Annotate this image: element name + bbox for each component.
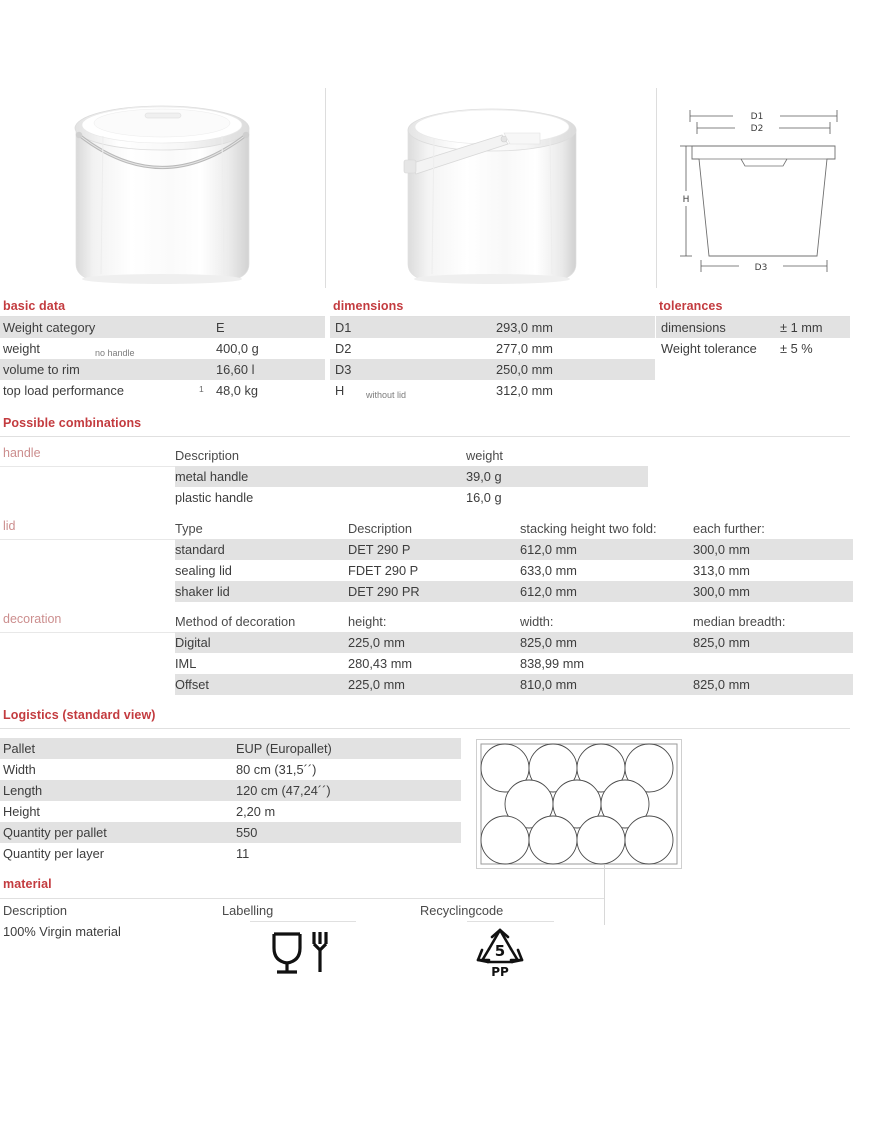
table-header-row [0, 900, 605, 921]
basic-data-label-2: volume to rim [3, 362, 80, 377]
table-row [175, 632, 853, 653]
decoration-row-2-median: 825,0 mm [693, 677, 750, 692]
table-row [656, 317, 850, 338]
decoration-row-0-method: Digital [175, 635, 211, 650]
logistics-label-1: Width [3, 762, 36, 777]
handle-row-1-description: plastic handle [175, 490, 254, 505]
section-heading-logistics: Logistics (standard view) [3, 708, 156, 722]
section-heading-material: material [3, 877, 52, 891]
table-row [175, 539, 853, 560]
material-description-value: 100% Virgin material [3, 924, 121, 939]
logistics-value-0: EUP (Europallet) [236, 741, 332, 756]
dimension-label-1: D2 [335, 341, 352, 356]
lid-row-2-each-further: 300,0 mm [693, 584, 750, 599]
lid-row-1-type: sealing lid [175, 563, 232, 578]
dimension-value-0: 293,0 mm [496, 320, 553, 335]
table-row [0, 338, 325, 359]
basic-data-label-0: Weight category [3, 320, 96, 335]
food-safe-glass-fork-icon [270, 928, 338, 976]
dimension-label-3: H [335, 383, 345, 398]
handle-row-1-weight: 16,0 g [466, 490, 502, 505]
basic-data-value-3: 48,0 kg [216, 383, 258, 398]
material-header-recyclingcode: Recyclingcode [420, 903, 504, 918]
table-row [330, 338, 655, 359]
dimension-label-2: D3 [335, 362, 352, 377]
table-row [0, 738, 461, 759]
decoration-row-1-height: 280,43 mm [348, 656, 413, 671]
lid-header-type: Type [175, 521, 203, 536]
decoration-header-method: Method of decoration [175, 614, 296, 629]
lid-row-1-each-further: 313,0 mm [693, 563, 750, 578]
tolerance-value-1: ± 5 % [780, 341, 813, 356]
tolerances-table [656, 317, 850, 359]
table-row [0, 359, 325, 380]
basic-data-label-3: top load performance [3, 383, 124, 398]
table-row [0, 843, 461, 864]
lid-table [175, 518, 853, 602]
dimension-label-d1: D1 [750, 112, 764, 122]
handle-table [175, 445, 648, 508]
handle-header-description: Description [175, 448, 240, 463]
table-row [330, 380, 655, 401]
dimension-note-3: without lid [366, 390, 407, 400]
table-row [330, 317, 655, 338]
decoration-row-2-height: 225,0 mm [348, 677, 405, 692]
table-row [0, 759, 461, 780]
bucket-technical-drawing [656, 88, 870, 288]
logistics-label-0: Pallet [3, 741, 36, 756]
recycling-number-label: 5 [494, 942, 506, 960]
dimension-label-h: H [682, 195, 690, 205]
decoration-header-median-breadth: median breadth: [693, 614, 786, 629]
material-header-description: Description [3, 903, 68, 918]
logistics-table [0, 738, 461, 864]
tolerance-label-0: dimensions [661, 320, 726, 335]
tolerance-value-0: ± 1 mm [780, 320, 823, 335]
bucket-with-plastic-handle-photo [325, 88, 656, 288]
section-heading-tolerances: tolerances [659, 299, 723, 313]
logistics-value-3: 2,20 m [236, 804, 276, 819]
divider-possible-combinations [0, 436, 850, 437]
bucket-with-metal-handle-photo [0, 88, 325, 288]
logistics-value-1: 80 cm (31,5´´) [236, 762, 317, 777]
product-image-strip [0, 88, 870, 288]
material-header-labelling: Labelling [222, 903, 274, 918]
divider-handle-label [0, 466, 175, 467]
footnote-marker-1: 1 [199, 384, 204, 394]
section-heading-possible-combinations: Possible combinations [3, 416, 142, 430]
logistics-value-5: 11 [236, 846, 250, 861]
table-row [330, 359, 655, 380]
recycling-material-label: PP [491, 965, 509, 978]
dimensions-table [330, 317, 655, 401]
dimension-label-d2: D2 [750, 124, 764, 134]
table-row [0, 317, 325, 338]
table-row [175, 581, 853, 602]
dimension-label-0: D1 [335, 320, 352, 335]
lid-row-2-type: shaker lid [175, 584, 230, 599]
pallet-layout-diagram [476, 739, 682, 869]
lid-row-0-type: standard [175, 542, 225, 557]
basic-data-value-2: 16,60 l [216, 362, 255, 377]
decoration-row-0-width: 825,0 mm [520, 635, 577, 650]
table-row [656, 338, 850, 359]
decoration-row-0-median: 825,0 mm [693, 635, 750, 650]
decoration-row-1-width: 838,99 mm [520, 656, 585, 671]
dimension-value-1: 277,0 mm [496, 341, 553, 356]
logistics-value-2: 120 cm (47,24´´) [236, 783, 331, 798]
table-header-row [175, 611, 853, 632]
group-label-handle: handle [3, 446, 41, 460]
basic-data-value-1: 400,0 g [216, 341, 259, 356]
logistics-label-5: Quantity per layer [3, 846, 105, 861]
lid-row-1-stacking: 633,0 mm [520, 563, 577, 578]
decoration-row-1-method: IML [175, 656, 197, 671]
lid-row-0-each-further: 300,0 mm [693, 542, 750, 557]
handle-header-weight: weight [466, 448, 503, 463]
table-row [0, 780, 461, 801]
table-row [175, 653, 853, 674]
handle-row-0-description: metal handle [175, 469, 249, 484]
decoration-row-2-width: 810,0 mm [520, 677, 577, 692]
lid-row-1-description: FDET 290 P [348, 563, 419, 578]
decoration-header-width: width: [520, 614, 554, 629]
divider-lid-label [0, 539, 175, 540]
lid-row-2-description: DET 290 PR [348, 584, 420, 599]
section-heading-basic-data: basic data [3, 299, 66, 313]
divider-labelling-cell-top [250, 921, 356, 922]
basic-data-value-0: E [216, 320, 225, 335]
lid-row-0-description: DET 290 P [348, 542, 411, 557]
lid-header-stacking-two-fold: stacking height two fold: [520, 521, 657, 536]
divider-material-right [604, 865, 605, 925]
lid-header-description: Description [348, 521, 413, 536]
section-heading-dimensions: dimensions [333, 299, 404, 313]
dimension-label-d3: D3 [754, 263, 768, 273]
group-label-lid: lid [3, 519, 16, 533]
basic-data-table [0, 317, 325, 401]
table-row [0, 822, 461, 843]
divider-recycling-cell-top [467, 921, 554, 922]
logistics-value-4: 550 [236, 825, 258, 840]
dimension-value-3: 312,0 mm [496, 383, 553, 398]
tolerance-label-1: Weight tolerance [661, 341, 757, 356]
decoration-table [175, 611, 853, 695]
table-row [175, 674, 853, 695]
handle-row-0-weight: 39,0 g [466, 469, 502, 484]
table-row [0, 380, 325, 401]
lid-row-2-stacking: 612,0 mm [520, 584, 577, 599]
table-row [175, 560, 853, 581]
group-label-decoration: decoration [3, 612, 62, 626]
table-row [175, 466, 648, 487]
lid-header-each-further: each further: [693, 521, 765, 536]
logistics-label-4: Quantity per pallet [3, 825, 107, 840]
decoration-row-0-height: 225,0 mm [348, 635, 405, 650]
basic-data-label-1: weight [3, 341, 40, 356]
divider-decoration-label [0, 632, 175, 633]
divider-material [0, 898, 605, 899]
recycling-triangle-icon [470, 928, 530, 978]
table-row [175, 487, 648, 508]
table-row [0, 801, 461, 822]
decoration-header-height: height: [348, 614, 387, 629]
logistics-label-3: Height [3, 804, 40, 819]
logistics-label-2: Length [3, 783, 43, 798]
dimension-value-2: 250,0 mm [496, 362, 553, 377]
basic-data-note-1: no handle [95, 348, 135, 358]
lid-row-0-stacking: 612,0 mm [520, 542, 577, 557]
table-header-row [175, 445, 648, 466]
divider-logistics [0, 728, 850, 729]
table-header-row [175, 518, 853, 539]
decoration-row-2-method: Offset [175, 677, 209, 692]
